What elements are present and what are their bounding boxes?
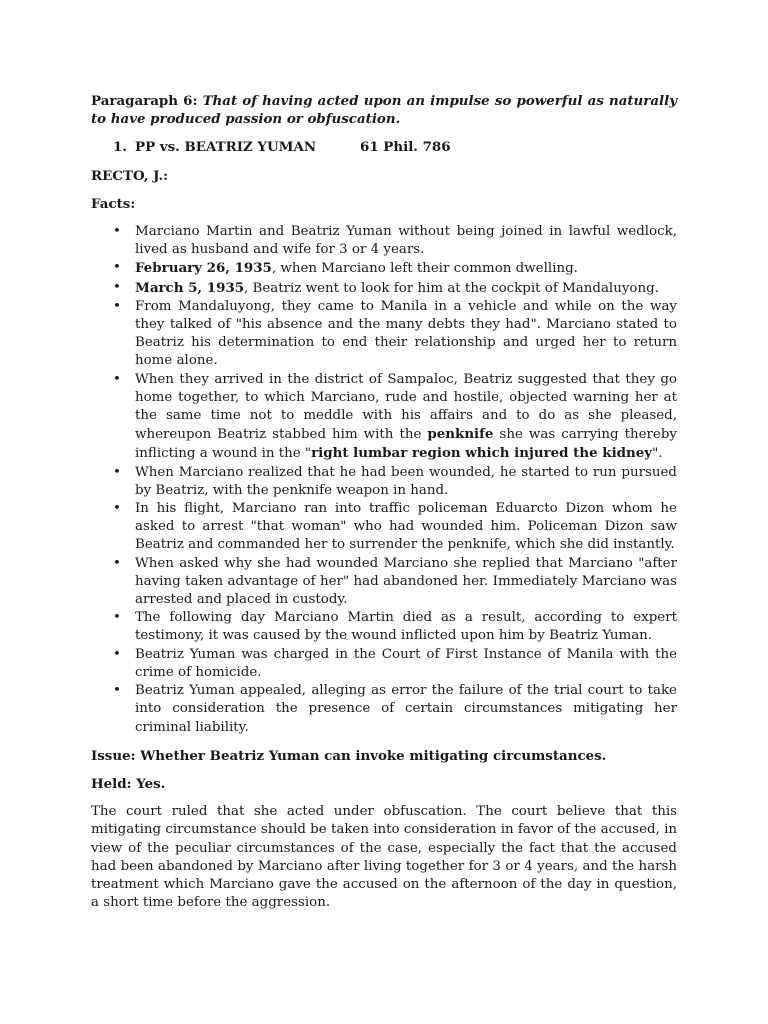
fact-item: • In his flight, Marciano ran into traffic policeman Eduarcto Dizon whom he asked to arrest "that woman" who had wounded him. Policeman Dizon saw Beatriz and commanded her to surrender the penknife, which she did instantly.	[113, 501, 677, 553]
fact-item: • Marciano Martin and Beatriz Yuman without being joined in lawful wedlock, lived as husband and wife for 3 or 4 years.	[113, 224, 677, 258]
bullet-icon: •	[113, 224, 121, 240]
ponente: RECTO, J.:	[91, 167, 169, 184]
fact-item: • When Marciano realized that he had been wounded, he started to run pursued by Beatriz, with the penknife weapon in hand.	[113, 464, 677, 498]
fact-item: • When asked why she had wounded Marciano she replied that Marciano "after having taken advantage of her" had abandoned her. Immediately Marciano was arrested and placed in custody.	[113, 555, 677, 608]
case-citation: 61 Phil. 786	[360, 139, 451, 156]
document-page	[91, 92, 677, 912]
fact-date: March 5, 1935	[135, 279, 245, 296]
case-name: PP vs. BEATRIZ YUMAN	[135, 139, 317, 156]
fact-emphasis: penknife	[427, 426, 494, 443]
fact-item: • Beatriz Yuman was charged in the Court of First Instance of Manila with the crime of homicide.	[113, 646, 677, 680]
bullet-icon: •	[113, 555, 121, 571]
bullet-icon: •	[113, 683, 121, 699]
fact-emphasis: right lumbar region which injured the kidney	[311, 445, 653, 462]
case-title	[113, 138, 677, 156]
fact-item: • February 26, 1935, when Marciano left their common dwelling.	[113, 260, 578, 277]
bullet-icon: •	[113, 279, 121, 295]
facts-label: Facts:	[91, 195, 136, 212]
bullet-icon: •	[113, 610, 121, 626]
fact-item: • The following day Marciano Martin died as a result, according to expert testimony, it was caused by the wound inflicted upon him by Beatriz Yuman.	[113, 610, 677, 644]
bullet-icon: •	[113, 501, 121, 517]
case-number: 1.	[113, 139, 127, 156]
paragraph-heading	[91, 92, 677, 128]
fact-item: • When they arrived in the district of Sampaloc, Beatriz suggested that they go home together, to which Marciano, rude and hostile, objected warning her at the same time not to meddle with his affairs and to do as she pleased, whereupon Beatriz stabbed him with the penknife she was carrying thereby inflicting a wound in the "right lumbar region which injured the kidney".	[113, 371, 677, 462]
fact-item: • March 5, 1935, Beatriz went to look for him at the cockpit of Mandaluyong.	[113, 279, 659, 296]
held-statement: Held: Yes.	[91, 775, 166, 792]
facts-list	[91, 223, 677, 737]
issue-statement: Issue: Whether Beatriz Yuman can invoke mitigating circumstances.	[91, 747, 607, 764]
fact-date: February 26, 1935	[135, 260, 272, 277]
bullet-icon: •	[113, 371, 121, 387]
bullet-icon: •	[113, 464, 121, 480]
fact-item: • Beatriz Yuman appealed, alleging as error the failure of the trial court to take into consideration the presence of certain circumstances mitigating her criminal liability.	[113, 683, 677, 735]
heading-prefix: Paragaraph 6:	[91, 93, 198, 109]
bullet-icon: •	[113, 298, 121, 314]
fact-item: • From Mandaluyong, they came to Manila in a vehicle and while on the way they talked of "his absence and the many debts they had". Marciano stated to Beatriz his determination to end their relationship and urged her to return home alone.	[113, 298, 677, 369]
heading-title: That of having acted upon an impulse so powerful as naturally to have produced passion or obfuscation.	[91, 93, 677, 128]
bullet-icon: •	[113, 260, 121, 276]
ruling-paragraph: The court ruled that she acted under obfuscation. The court believe that this mitigating circumstance should be taken into consideration in favor of the accused, in view of the peculiar circumstances of the case, especially the fact that the accused had been abandoned by Marciano after living together for 3 or 4 years, and the harsh treatment which Marciano gave the accused on the afternoon of the day in question, a short time before the aggression.	[91, 804, 677, 911]
bullet-icon: •	[113, 646, 121, 662]
